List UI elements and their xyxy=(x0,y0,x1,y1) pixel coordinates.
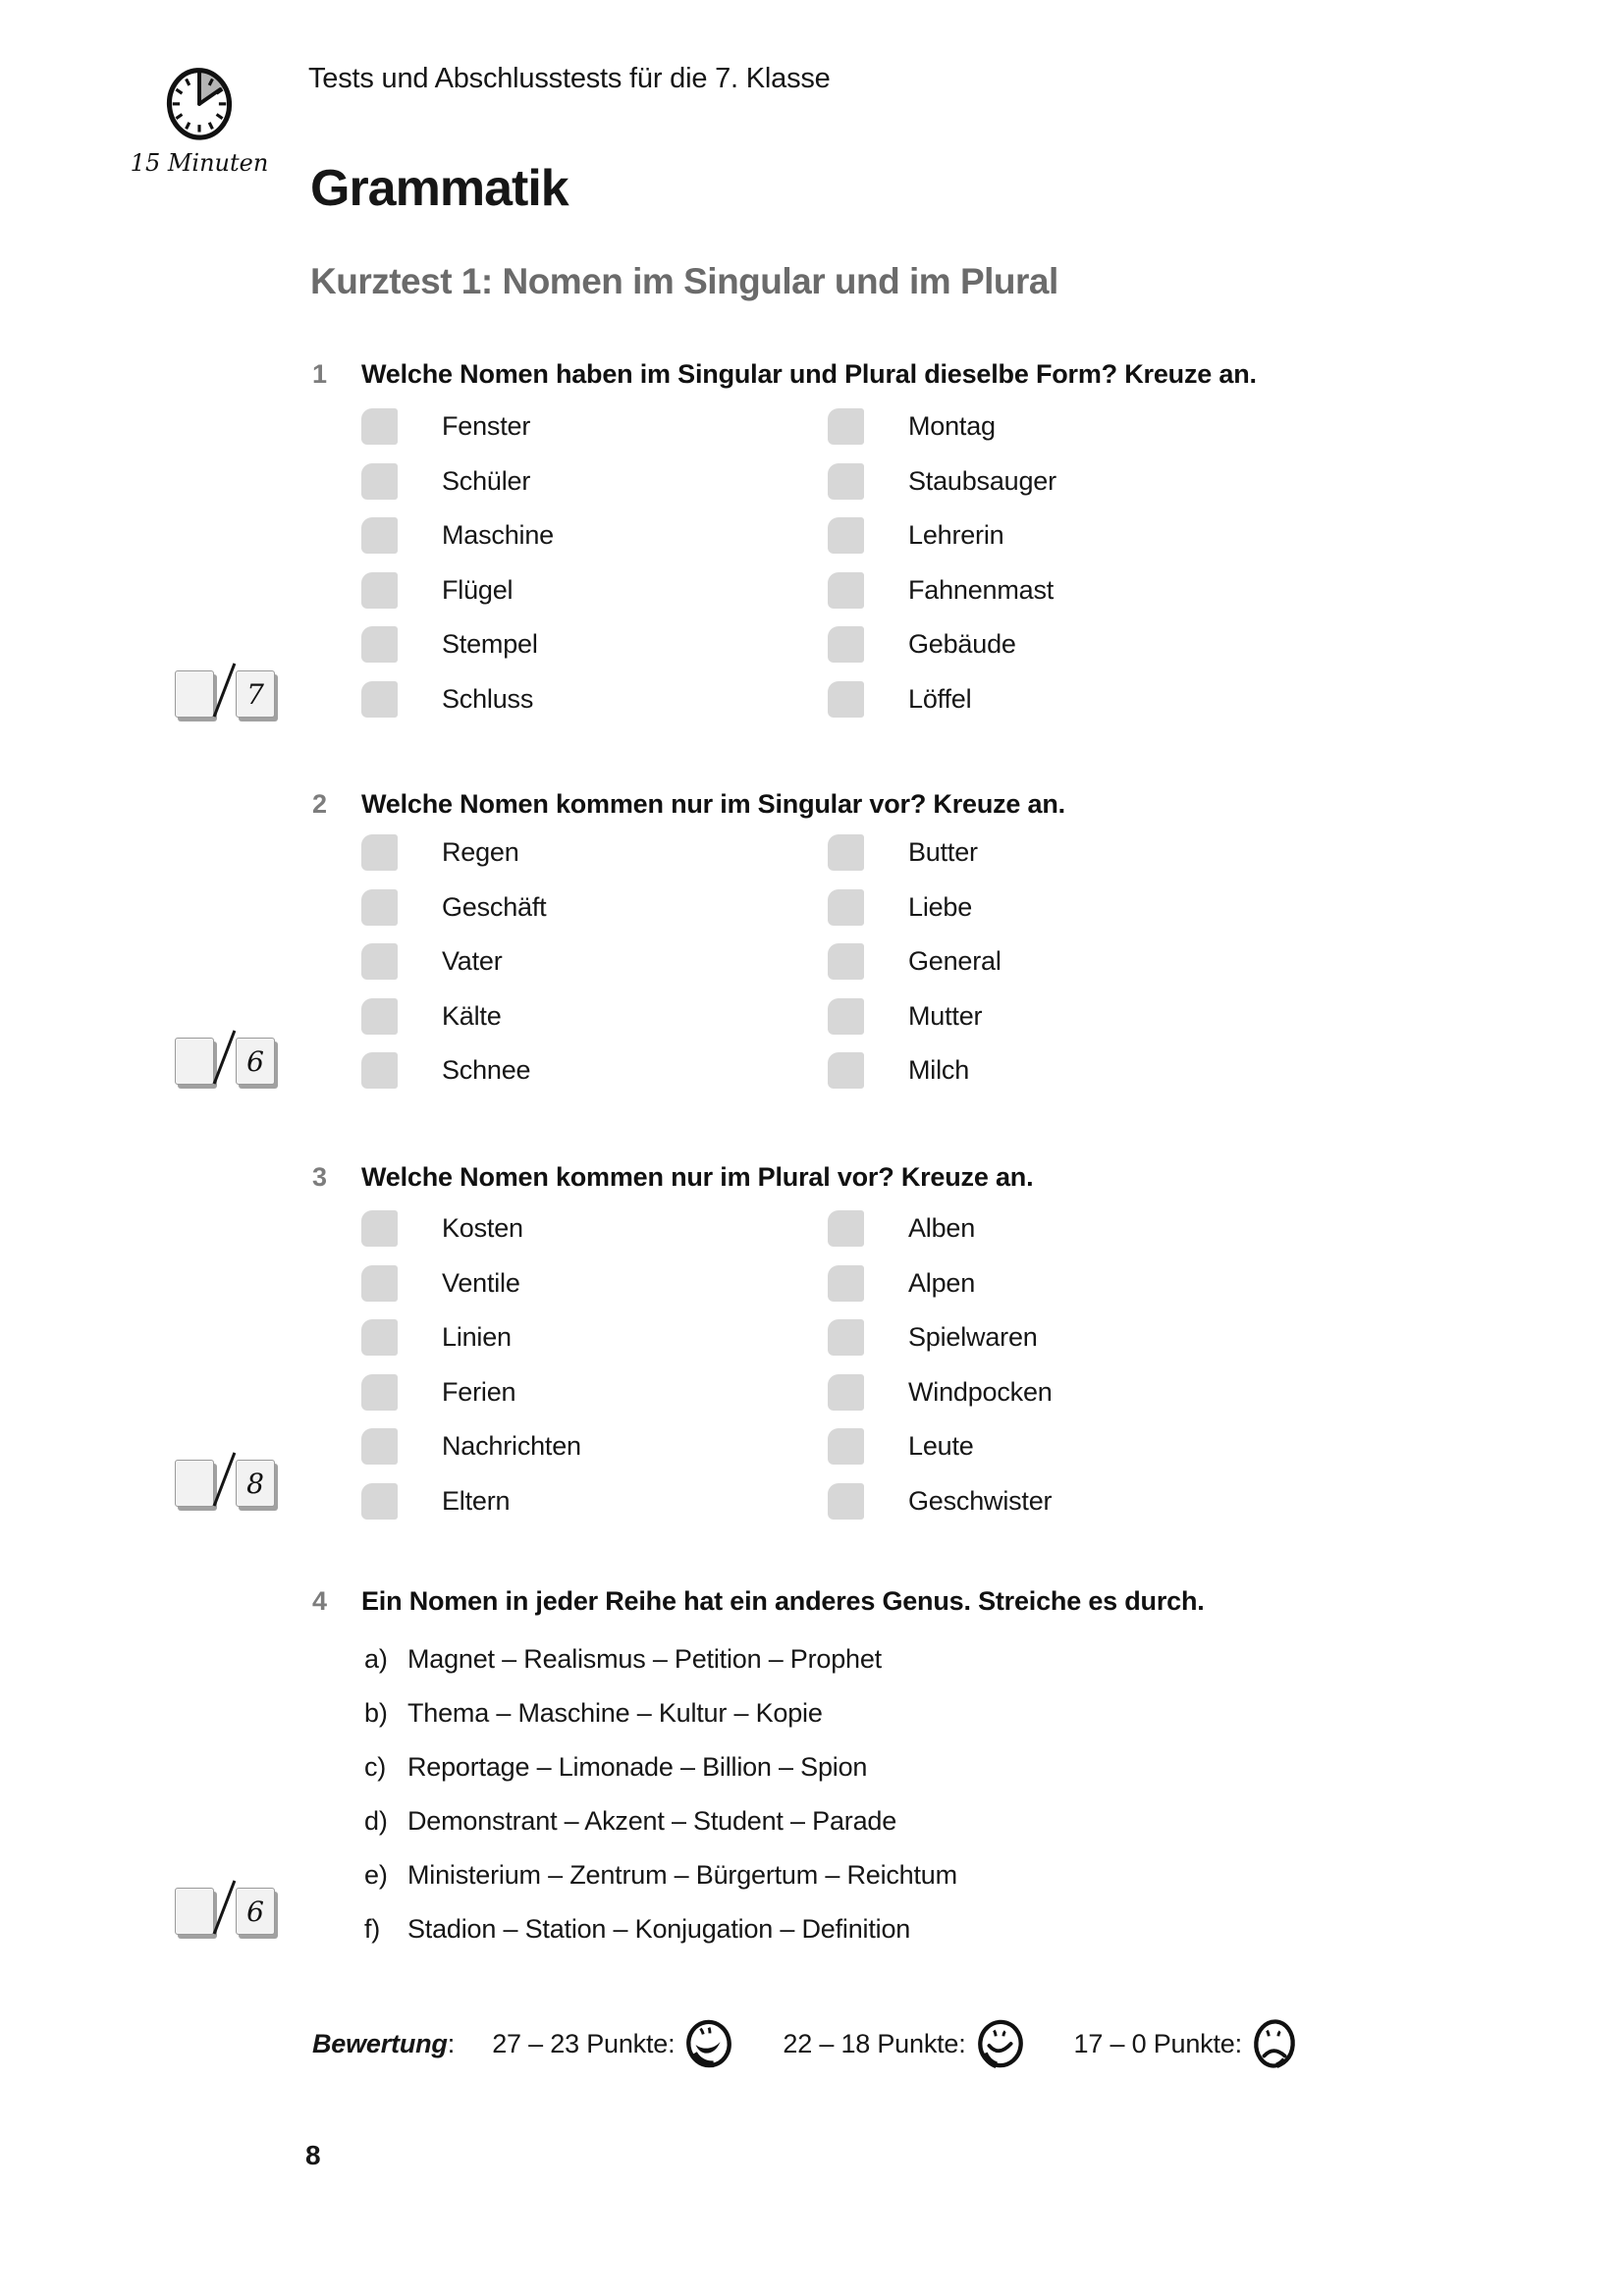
smiling-face-icon xyxy=(976,2017,1025,2070)
checkbox[interactable] xyxy=(828,463,864,500)
rating-label: Bewertung xyxy=(312,2028,448,2058)
option-label: Ferien xyxy=(442,1376,516,1407)
checkbox[interactable] xyxy=(828,943,864,980)
option-label: Kosten xyxy=(442,1213,523,1244)
option-row xyxy=(828,672,1056,727)
checkbox[interactable] xyxy=(828,681,864,718)
option-label: Kälte xyxy=(442,1000,502,1031)
option-label: Alpen xyxy=(908,1267,976,1298)
option-row xyxy=(361,454,828,509)
tier-range: 17 – 0 Punkte: xyxy=(1073,2028,1242,2058)
option-label: Staubsauger xyxy=(908,465,1056,496)
page-title: Grammatik xyxy=(310,160,568,217)
option-row xyxy=(361,672,828,727)
word-row xyxy=(364,1632,957,1686)
checkbox[interactable] xyxy=(828,998,864,1035)
checkbox[interactable] xyxy=(361,1483,398,1520)
score-widget-q3 xyxy=(175,1459,275,1508)
option-row xyxy=(361,1310,828,1365)
word-row xyxy=(364,1848,957,1902)
score-max-box: 6 xyxy=(236,1038,275,1085)
checkbox[interactable] xyxy=(828,834,864,871)
option-label: Maschine xyxy=(442,520,554,551)
question-prompt: Welche Nomen haben im Singular und Plural dieselbe Form? Kreuze an. xyxy=(361,359,1257,389)
checkbox[interactable] xyxy=(828,626,864,663)
option-label: Lehrerin xyxy=(908,520,1004,551)
score-widget-q4 xyxy=(175,1887,275,1936)
option-label: Geschäft xyxy=(442,891,547,922)
option-label: Alben xyxy=(908,1213,976,1244)
checkbox[interactable] xyxy=(361,681,398,718)
checkbox[interactable] xyxy=(361,1210,398,1247)
word-series[interactable]: Stadion – Station – Konjugation – Definition xyxy=(407,1914,911,1944)
checkbox[interactable] xyxy=(361,889,398,926)
option-label: Schluss xyxy=(442,683,534,714)
option-label: Schüler xyxy=(442,465,531,496)
checkbox[interactable] xyxy=(828,408,864,445)
question-number: 3 xyxy=(312,1162,328,1192)
rating-tier-1 xyxy=(492,2017,733,2070)
word-series[interactable]: Thema – Maschine – Kultur – Kopie xyxy=(407,1698,823,1728)
checkbox[interactable] xyxy=(828,572,864,609)
question-prompt: Ein Nomen in jeder Reihe hat ein anderes Genus. Streiche es durch. xyxy=(361,1586,1205,1616)
word-row xyxy=(364,1686,957,1740)
option-row xyxy=(361,1365,828,1420)
option-label: Gebäude xyxy=(908,629,1016,660)
option-row xyxy=(828,1043,1001,1098)
question-2-header xyxy=(312,789,1065,820)
score-slash xyxy=(213,1452,237,1506)
checkbox[interactable] xyxy=(828,889,864,926)
checkbox[interactable] xyxy=(361,1319,398,1356)
option-row xyxy=(361,1256,828,1311)
option-row xyxy=(828,934,1001,989)
question-1-header xyxy=(312,359,1257,390)
option-row xyxy=(361,563,828,618)
checkbox[interactable] xyxy=(361,572,398,609)
option-row xyxy=(361,1201,828,1256)
checkbox[interactable] xyxy=(828,1210,864,1247)
checkbox[interactable] xyxy=(361,1374,398,1411)
checkbox[interactable] xyxy=(361,463,398,500)
checkbox[interactable] xyxy=(828,1428,864,1465)
option-row xyxy=(828,508,1056,563)
checkbox[interactable] xyxy=(361,998,398,1035)
question-2-options xyxy=(361,826,1001,1098)
question-number: 4 xyxy=(312,1586,328,1616)
tier-range: 27 – 23 Punkte: xyxy=(492,2028,676,2058)
word-series[interactable]: Demonstrant – Akzent – Student – Parade xyxy=(407,1806,897,1836)
row-letter: c) xyxy=(364,1752,387,1782)
option-row xyxy=(361,1419,828,1474)
clock-icon xyxy=(163,57,236,147)
score-input-box[interactable] xyxy=(175,1038,214,1085)
word-series[interactable]: Ministerium – Zentrum – Bürgertum – Reichtum xyxy=(407,1860,957,1890)
option-row xyxy=(828,1310,1053,1365)
checkbox[interactable] xyxy=(361,517,398,554)
option-label: Vater xyxy=(442,946,503,977)
question-prompt: Welche Nomen kommen nur im Plural vor? Kreuze an. xyxy=(361,1162,1034,1192)
question-number: 2 xyxy=(312,789,328,819)
option-row xyxy=(361,1043,828,1098)
score-input-box[interactable] xyxy=(175,1888,214,1935)
score-max-box: 7 xyxy=(236,670,275,718)
score-max-box: 6 xyxy=(236,1888,275,1935)
score-widget-q1 xyxy=(175,669,275,719)
option-label: Flügel xyxy=(442,574,514,605)
checkbox[interactable] xyxy=(361,1052,398,1089)
option-label: Schnee xyxy=(442,1055,531,1086)
word-row xyxy=(364,1902,957,1956)
option-label: Löffel xyxy=(908,683,972,714)
option-row xyxy=(828,1419,1053,1474)
page-number: 8 xyxy=(305,2140,321,2170)
option-label: Linien xyxy=(442,1322,512,1353)
rating-colon: : xyxy=(447,2028,456,2058)
option-row xyxy=(361,826,828,881)
score-max-box: 8 xyxy=(236,1460,275,1507)
row-letter: e) xyxy=(364,1860,388,1890)
word-row xyxy=(364,1794,957,1848)
running-header: Tests und Abschlusstests für die 7. Klasse xyxy=(308,63,831,94)
question-3-header xyxy=(312,1162,1033,1193)
laughing-face-icon xyxy=(684,2017,733,2070)
checkbox[interactable] xyxy=(828,1319,864,1356)
rating-line xyxy=(312,2016,1346,2071)
option-row xyxy=(828,881,1001,935)
option-label: Ventile xyxy=(442,1267,520,1298)
option-row xyxy=(828,1201,1053,1256)
checkbox[interactable] xyxy=(828,1483,864,1520)
option-label: General xyxy=(908,946,1001,977)
checkbox[interactable] xyxy=(361,408,398,445)
score-input-box[interactable] xyxy=(175,670,214,718)
option-label: Fenster xyxy=(442,411,531,442)
rating-tier-3 xyxy=(1074,2017,1297,2070)
checkbox[interactable] xyxy=(361,943,398,980)
option-label: Spielwaren xyxy=(908,1322,1038,1353)
word-row xyxy=(364,1740,957,1794)
option-row xyxy=(361,400,828,454)
checkbox[interactable] xyxy=(828,1374,864,1411)
time-limit-label: 15 Minuten xyxy=(130,149,269,177)
test-subtitle: Kurztest 1: Nomen im Singular und im Plural xyxy=(310,261,1058,301)
option-row xyxy=(361,934,828,989)
option-row xyxy=(361,1474,828,1529)
option-row xyxy=(828,826,1001,881)
question-4-header xyxy=(312,1586,1205,1617)
question-number: 1 xyxy=(312,359,328,389)
checkbox[interactable] xyxy=(361,834,398,871)
option-label: Milch xyxy=(908,1055,970,1086)
word-series[interactable]: Reportage – Limonade – Billion – Spion xyxy=(407,1752,868,1782)
score-slash xyxy=(213,1880,237,1934)
option-label: Eltern xyxy=(442,1485,511,1516)
option-row xyxy=(828,989,1001,1044)
score-slash xyxy=(213,1030,237,1084)
option-label: Montag xyxy=(908,411,996,442)
question-prompt: Welche Nomen kommen nur im Singular vor? Kreuze an. xyxy=(361,789,1065,819)
checkbox[interactable] xyxy=(361,1428,398,1465)
option-label: Regen xyxy=(442,837,519,868)
option-row xyxy=(828,454,1056,509)
score-slash xyxy=(213,663,237,717)
row-letter: a) xyxy=(364,1644,388,1674)
checkbox[interactable] xyxy=(361,1265,398,1302)
row-letter: f) xyxy=(364,1914,381,1944)
option-row xyxy=(828,400,1056,454)
word-series[interactable]: Magnet – Realismus – Petition – Prophet xyxy=(407,1644,882,1674)
checkbox[interactable] xyxy=(828,1265,864,1302)
option-row xyxy=(828,1474,1053,1529)
option-label: Mutter xyxy=(908,1000,983,1031)
option-row xyxy=(828,563,1056,618)
option-label: Stempel xyxy=(442,629,538,660)
option-row xyxy=(361,881,828,935)
option-row xyxy=(361,989,828,1044)
option-label: Fahnenmast xyxy=(908,574,1055,605)
option-label: Leute xyxy=(908,1431,974,1462)
option-row xyxy=(361,508,828,563)
checkbox[interactable] xyxy=(361,626,398,663)
score-widget-q2 xyxy=(175,1037,275,1086)
checkbox[interactable] xyxy=(828,1052,864,1089)
tier-range: 22 – 18 Punkte: xyxy=(783,2028,966,2058)
question-4-rows xyxy=(364,1632,957,1956)
option-label: Geschwister xyxy=(908,1485,1053,1516)
option-label: Liebe xyxy=(908,891,973,922)
option-label: Nachrichten xyxy=(442,1431,581,1462)
option-row xyxy=(828,1256,1053,1311)
score-input-box[interactable] xyxy=(175,1460,214,1507)
option-row xyxy=(828,1365,1053,1420)
time-limit-block xyxy=(126,57,273,177)
option-row xyxy=(828,617,1056,672)
question-1-options xyxy=(361,400,1056,726)
sad-face-icon xyxy=(1252,2017,1297,2070)
option-row xyxy=(361,617,828,672)
option-label: Butter xyxy=(908,837,978,868)
checkbox[interactable] xyxy=(828,517,864,554)
question-3-options xyxy=(361,1201,1053,1528)
rating-tier-2 xyxy=(783,2017,1024,2070)
row-letter: d) xyxy=(364,1806,388,1836)
row-letter: b) xyxy=(364,1698,388,1728)
option-label: Windpocken xyxy=(908,1376,1053,1407)
